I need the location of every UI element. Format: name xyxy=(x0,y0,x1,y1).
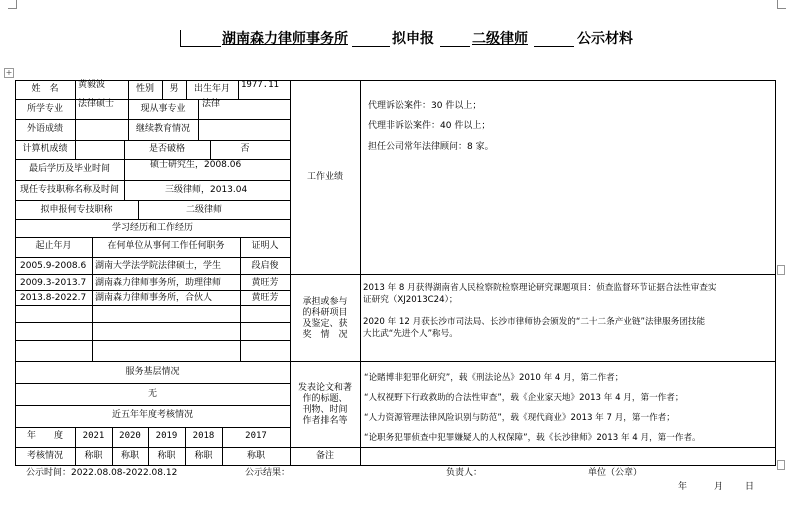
education-value: 硕士研究生，2008.06 xyxy=(150,160,242,170)
performance-label: 工作业绩 xyxy=(306,172,343,182)
research-item-1-line-1: 2013 年 8 月获得湖南省人民检察院检察理论研究课题项目：侦查监督环节证据合法性审查实 xyxy=(363,283,717,293)
footer-month: 月 xyxy=(714,482,724,492)
exempt-label: 是否破格 xyxy=(148,144,185,154)
birth-value: 1977.11 xyxy=(241,80,279,90)
current-major-value: 法律 xyxy=(202,99,221,109)
row-resize-handle-icon-2[interactable] xyxy=(777,460,785,470)
title-cursor-bar xyxy=(180,30,181,47)
paper-item: “论职务犯罪侦查中犯罪嫌疑人的人权保障”，载《长沙律师》2013 年 4 月，第一作者。 xyxy=(364,433,701,443)
assessment-year: 2021 xyxy=(82,431,105,441)
birth-label: 出生年月 xyxy=(193,84,230,94)
service-label: 服务基层情况 xyxy=(125,367,180,377)
gender-label: 性别 xyxy=(135,84,154,94)
assessment-year: 2019 xyxy=(155,431,178,441)
performance-line: 代理非诉讼案件：40 件以上； xyxy=(368,121,491,131)
footer-day: 日 xyxy=(745,482,755,492)
assessment-year: 2018 xyxy=(192,431,215,441)
footer-year: 年 xyxy=(678,482,688,492)
current-major-label: 现从事专业 xyxy=(140,104,186,114)
paper-item: “人权视野下行政救助的合法性审查”，载《企业家天地》2013 年 4 月，第一作者； xyxy=(364,393,684,403)
assessment-result: 称职 xyxy=(120,451,139,461)
work-row-witness: 黄旺芳 xyxy=(251,293,279,303)
name-label: 姓 名 xyxy=(31,84,59,94)
table-move-handle-icon[interactable]: + xyxy=(5,68,13,77)
footer-unit: 单位（公章） xyxy=(588,468,643,478)
gender-value: 男 xyxy=(169,84,179,94)
apply-label: 拟申报何专技职称 xyxy=(40,205,113,215)
work-row-witness: 段启俊 xyxy=(251,261,279,271)
research-label-line: 及鉴定、获 xyxy=(302,319,348,329)
crop-mark-top-left xyxy=(8,0,17,9)
assessment-year: 2017 xyxy=(245,431,267,441)
footer-result: 公示结果： xyxy=(245,468,291,478)
computer-label: 计算机成绩 xyxy=(22,144,68,154)
papers-label-line: 发表论文和著 xyxy=(297,383,352,393)
work-row-unit: 湖南森力律师事务所，合伙人 xyxy=(95,293,213,303)
education-label: 最后学历及毕业时间 xyxy=(28,164,110,174)
current-title-label: 现任专技职称名称及时间 xyxy=(19,185,119,195)
work-row-witness: 黄旺芳 xyxy=(251,278,279,288)
assessment-result: 称职 xyxy=(157,451,176,461)
work-row-unit: 湖南大学法学院法律硕士，学生 xyxy=(95,261,222,271)
papers-label-line: 刊物、时间 xyxy=(302,405,348,415)
title-level: 二级律师 xyxy=(472,31,528,47)
research-label-line: 承担或参与 xyxy=(302,297,348,307)
work-col-period: 起止年月 xyxy=(35,241,72,251)
work-row-period: 2009.3-2013.7 xyxy=(20,278,87,288)
assessment-year: 2020 xyxy=(119,431,141,441)
work-row-unit: 湖南森力律师事务所，助理律师 xyxy=(95,278,222,288)
row-resize-handle-icon[interactable] xyxy=(777,265,785,275)
title-action: 拟申报 xyxy=(392,31,434,47)
research-label-line: 奖 情 况 xyxy=(302,330,348,340)
paper-item: “论賭博非犯罪化研究”，载《刑法论丛》2010 年 4 月，第二作者； xyxy=(364,373,624,383)
service-value: 无 xyxy=(147,389,157,399)
work-row-period: 2013.8-2022.7 xyxy=(20,293,87,303)
papers-label-line: 作的标题、 xyxy=(302,394,348,404)
title-gap-line-2 xyxy=(440,46,470,47)
major-label: 所学专业 xyxy=(26,104,63,114)
name-value: 黄毅波 xyxy=(78,80,106,90)
research-item-2-line-2: 大比武“先进个人”称号。 xyxy=(363,329,458,339)
exempt-value: 否 xyxy=(240,144,250,154)
papers-label-line: 作者排名等 xyxy=(302,416,348,426)
assessment-result: 称职 xyxy=(84,451,103,461)
work-col-unit: 在何单位从事何工作任何职务 xyxy=(107,241,225,251)
note-label: 备注 xyxy=(315,451,334,461)
performance-line: 担任公司常年法律顾问：8 家。 xyxy=(368,142,494,152)
title-leading-line xyxy=(180,46,221,47)
language-label: 外语成绩 xyxy=(26,124,63,134)
title-firm: 湖南森力律师事务所 xyxy=(222,31,348,47)
assessment-result: 称职 xyxy=(194,451,213,461)
research-item-2-line-1: 2020 年 12 月获长沙市司法局、长沙市律师协会颁发的“二十二条产业链”法律服务团技能 xyxy=(363,317,706,327)
footer-leader: 负责人： xyxy=(446,468,483,478)
title-gap-line-1 xyxy=(352,46,390,47)
research-item-1-line-2: 证研究（XJ2013C24）； xyxy=(363,295,458,305)
paper-item: “人力资源管理法律风险识别与防范”，载《现代商业》2013 年 7 月，第一作者； xyxy=(364,413,675,423)
assessment-year-label: 年 度 xyxy=(26,431,63,441)
current-title-value: 三级律师，2013.04 xyxy=(165,185,248,195)
work-section-title: 学习经历和工作经历 xyxy=(111,223,193,233)
title-gap-line-3 xyxy=(534,46,574,47)
major-value: 法律硕士 xyxy=(78,99,115,109)
work-col-witness: 证明人 xyxy=(251,241,279,251)
apply-value: 二级律师 xyxy=(186,205,223,215)
continuing-label: 继续教育情况 xyxy=(135,124,190,134)
work-row-period: 2005.9-2008.6 xyxy=(20,261,87,271)
assessment-result: 称职 xyxy=(246,451,265,461)
title-suffix: 公示材料 xyxy=(577,31,633,47)
assessment-result-label: 考核情况 xyxy=(26,451,63,461)
research-label-line: 的科研项目 xyxy=(302,308,348,318)
crop-mark-top-right xyxy=(777,0,786,9)
footer-period: 公示时间：2022.08.08-2022.08.12 xyxy=(26,468,178,478)
performance-line: 代理诉讼案件：30 件以上； xyxy=(368,101,482,111)
assessment-label: 近五年年度考核情况 xyxy=(111,410,193,420)
